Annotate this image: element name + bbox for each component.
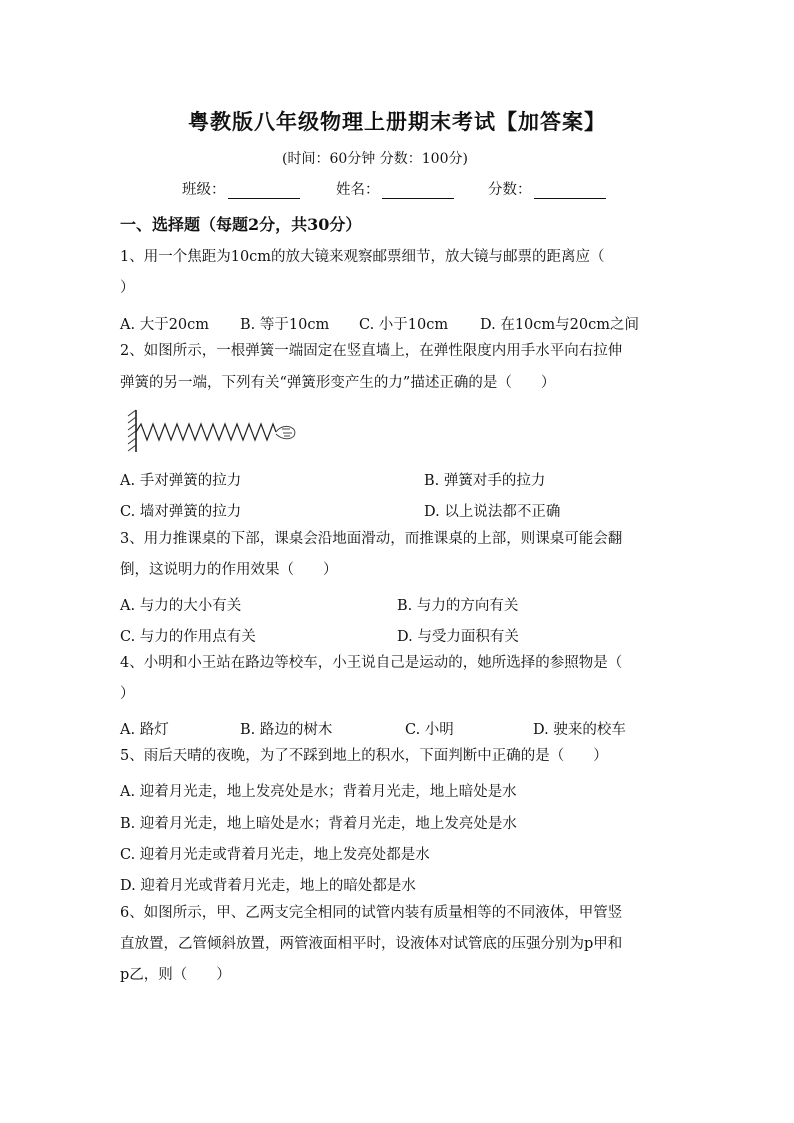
q2-option-d: D. 以上说法都不正确 (424, 504, 561, 520)
name-blank (382, 186, 454, 199)
question-6-line-3: p乙，则（ ） (120, 967, 231, 983)
class-blank (228, 186, 300, 199)
q5-option-a: A. 迎着月光走，地上发亮处是水；背着月光走，地上暗处是水 (120, 784, 517, 800)
score-label: 分数： (488, 182, 532, 198)
q3-option-b: B. 与力的方向有关 (397, 598, 519, 614)
question-4-line-1: 4、小明和小王站在路边等校车，小王说自己是运动的，她所选择的参照物是（ (120, 655, 623, 671)
q1-option-b: B. 等于10cm (240, 317, 330, 333)
section-title: 一、选择题（每题2分，共30分） (120, 215, 362, 234)
question-3-line-1: 3、用力推课桌的下部，课桌会沿地面滑动，而推课桌的上部，则课桌可能会翻 (120, 531, 623, 547)
question-2-line-1: 2、如图所示，一根弹簧一端固定在竖直墙上，在弹性限度内用手水平向右拉伸 (120, 343, 623, 359)
spring-wall-hand-diagram (126, 408, 306, 454)
q4-option-c: C. 小明 (405, 722, 454, 738)
question-3-line-2: 倒，这说明力的作用效果（ ） (120, 562, 338, 578)
q1-option-a: A. 大于20cm (120, 317, 210, 333)
q2-option-a: A. 手对弹簧的拉力 (120, 473, 242, 489)
q2-option-b: B. 弹簧对手的拉力 (424, 473, 546, 489)
name-field (336, 178, 454, 199)
score-blank (534, 186, 606, 199)
hand-icon (276, 426, 295, 438)
exam-info: (时间：60分钟 分数：100分) (282, 151, 468, 167)
question-6-line-2: 直放置，乙管倾斜放置，两管液面相平时，设液体对试管底的压强分别为p甲和 (120, 936, 623, 952)
question-4-line-2: ） (120, 686, 135, 702)
question-2-line-2: 弹簧的另一端，下列有关“弹簧形变产生的力”描述正确的是（ ） (120, 375, 556, 391)
q5-option-b: B. 迎着月光走，地上暗处是水；背着月光走，地上发亮处是水 (120, 816, 517, 832)
class-field (182, 178, 300, 199)
name-label: 姓名： (336, 182, 380, 198)
q4-option-b: B. 路边的树木 (240, 722, 333, 738)
page-title: 粤教版八年级物理上册期末考试【加答案】 (188, 109, 606, 134)
question-6-line-1: 6、如图所示，甲、乙两支完全相同的试管内装有质量相等的不同液体，甲管竖 (120, 905, 623, 921)
q3-option-a: A. 与力的大小有关 (120, 598, 242, 614)
q5-option-d: D. 迎着月光或背着月光走，地上的暗处都是水 (120, 878, 416, 894)
question-1-line-2: ） (120, 280, 135, 296)
q5-option-c: C. 迎着月光走或背着月光走，地上发亮处都是水 (120, 847, 430, 863)
question-5-line-1: 5、雨后天晴的夜晚，为了不踩到地上的积水，下面判断中正确的是（ ） (120, 748, 608, 764)
q3-option-d: D. 与受力面积有关 (397, 629, 519, 645)
q1-option-c: C. 小于10cm (359, 317, 449, 333)
spring-figure (126, 408, 306, 458)
q4-option-d: D. 驶来的校车 (533, 722, 626, 738)
q1-option-d: D. 在10cm与20cm之间 (480, 317, 639, 333)
score-field (488, 178, 606, 199)
q3-option-c: C. 与力的作用点有关 (120, 629, 256, 645)
q2-option-c: C. 墙对弹簧的拉力 (120, 504, 242, 520)
question-1-line-1: 1、用一个焦距为10cm的放大镜来观察邮票细节，放大镜与邮票的距离应（ (120, 249, 605, 265)
q4-option-a: A. 路灯 (120, 722, 169, 738)
class-label: 班级： (182, 182, 226, 198)
